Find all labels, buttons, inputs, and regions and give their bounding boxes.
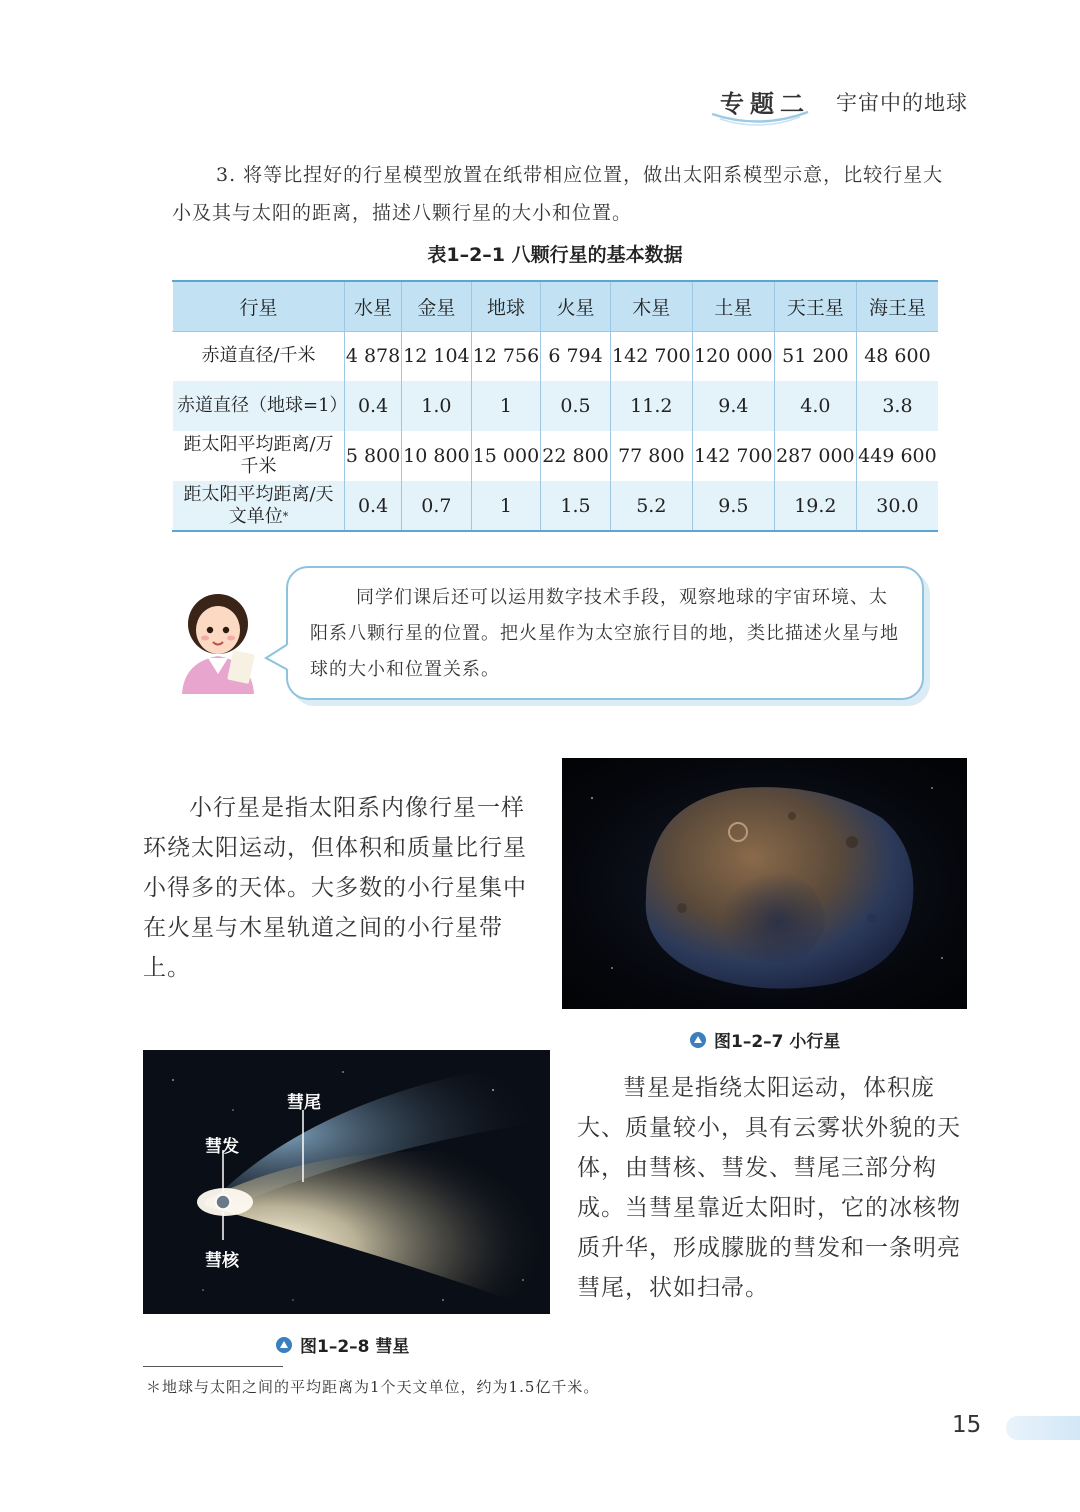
table-cell: 11.2 (610, 381, 692, 431)
comet-description: 彗星是指绕太阳运动，体积庞大、质量较小，具有云雾状外貌的天体，由彗核、彗发、彗尾三部分构成。当彗星靠近太阳时，它的冰核物质升华，形成朦胧的彗发和一条明亮彗尾，状如扫帚。 (577, 1075, 961, 1301)
comet-photo (143, 1050, 550, 1314)
table-cell: 12 104 (402, 331, 472, 381)
table-cell: 0.4 (345, 381, 402, 431)
table-header-cell: 金星 (402, 281, 472, 331)
table-row (173, 481, 939, 531)
table-header-cell: 水星 (345, 281, 402, 331)
table-cell: 120 000 (692, 331, 774, 381)
footnote-marker: * (282, 509, 289, 523)
table-header-cell: 海王星 (856, 281, 938, 331)
table-cell: 19.2 (774, 481, 856, 531)
table-header-cell: 地球 (471, 281, 541, 331)
teacher-illustration (168, 582, 268, 698)
caption-marker-icon (690, 1032, 706, 1048)
comet-caption (276, 1332, 409, 1357)
table-cell: 10 800 (402, 431, 472, 481)
table-cell: 3.8 (856, 381, 938, 431)
row-label-text: 距太阳平均距离/天文单位 (183, 483, 334, 527)
table-cell: 77 800 (610, 431, 692, 481)
asteroid-caption-text: 图1–2–7 小行星 (714, 1032, 841, 1052)
comet-illustration (143, 1050, 550, 1314)
asteroid-illustration (562, 758, 967, 1009)
table-header-cell: 木星 (610, 281, 692, 331)
table-cell: 449 600 (856, 431, 938, 481)
table-header-cell: 天王星 (774, 281, 856, 331)
row-label: 距太阳平均距离/万千米 (173, 431, 345, 481)
table-row (173, 331, 939, 381)
table-cell: 0.7 (402, 481, 472, 531)
table-row (173, 381, 939, 431)
table-row (173, 431, 939, 481)
table-cell: 1 (471, 381, 541, 431)
table-cell: 22 800 (541, 431, 611, 481)
table-cell: 1 (471, 481, 541, 531)
table-title: 表1–2–1 八颗行星的基本数据 (427, 244, 683, 266)
table-cell: 142 700 (610, 331, 692, 381)
row-label: 赤道直径/千米 (173, 331, 345, 381)
table-cell: 6 794 (541, 331, 611, 381)
comet-coma-label: 彗发 (205, 1137, 239, 1157)
table-header-cell: 行星 (173, 281, 345, 331)
table-cell: 0.4 (345, 481, 402, 531)
table-cell: 4 878 (345, 331, 402, 381)
table-header-row (173, 281, 939, 331)
table-cell: 287 000 (774, 431, 856, 481)
footnote-divider (143, 1366, 283, 1367)
table-cell: 15 000 (471, 431, 541, 481)
footnote: ＊地球与太阳之间的平均距离为1个天文单位，约为1.5亿千米。 (146, 1378, 600, 1396)
table-cell: 1.5 (541, 481, 611, 531)
table-cell: 142 700 (692, 431, 774, 481)
table-cell: 4.0 (774, 381, 856, 431)
header-swoosh-icon (710, 108, 810, 128)
comet-caption-text: 图1–2–8 彗星 (300, 1337, 410, 1357)
table-cell: 12 756 (471, 331, 541, 381)
asteroid-caption (690, 1027, 840, 1052)
asteroid-photo (562, 758, 967, 1009)
table-cell: 30.0 (856, 481, 938, 531)
speech-bubble-tail-icon (264, 642, 290, 672)
asteroid-description: 小行星是指太阳系内像行星一样环绕太阳运动，但体积和质量比行星小得多的天体。大多数的小行星集中在火星与木星轨道之间的小行星带上。 (143, 795, 527, 981)
page-number: 15 (952, 1412, 982, 1438)
teacher-tip-text: 同学们课后还可以运用数字技术手段，观察地球的宇宙环境、太阳系八颗行星的位置。把火星作为太空旅行目的地，类比描述火星与地球的大小和位置关系。 (310, 587, 899, 680)
comet-nucleus-label: 彗核 (205, 1251, 239, 1271)
header-title: 宇宙中的地球 (836, 90, 968, 115)
planet-data-table (172, 280, 938, 532)
page-number-tab (1006, 1416, 1080, 1440)
table-header-cell: 土星 (692, 281, 774, 331)
header-unit: 专题二 (720, 90, 810, 118)
caption-marker-icon (276, 1337, 292, 1353)
table-cell: 48 600 (856, 331, 938, 381)
comet-tail-label: 彗尾 (287, 1093, 321, 1113)
table-cell: 51 200 (774, 331, 856, 381)
table-cell: 5 800 (345, 431, 402, 481)
table-cell: 9.4 (692, 381, 774, 431)
table-cell: 1.0 (402, 381, 472, 431)
table-header-cell: 火星 (541, 281, 611, 331)
row-label: 赤道直径（地球=1） (173, 381, 345, 431)
activity-step-text: 3. 将等比捏好的行星模型放置在纸带相应位置，做出太阳系模型示意，比较行星大小及其与太阳的距离，描述八颗行星的大小和位置。 (172, 164, 944, 224)
table-cell: 0.5 (541, 381, 611, 431)
table-cell: 5.2 (610, 481, 692, 531)
row-label (173, 481, 345, 531)
table-cell: 9.5 (692, 481, 774, 531)
